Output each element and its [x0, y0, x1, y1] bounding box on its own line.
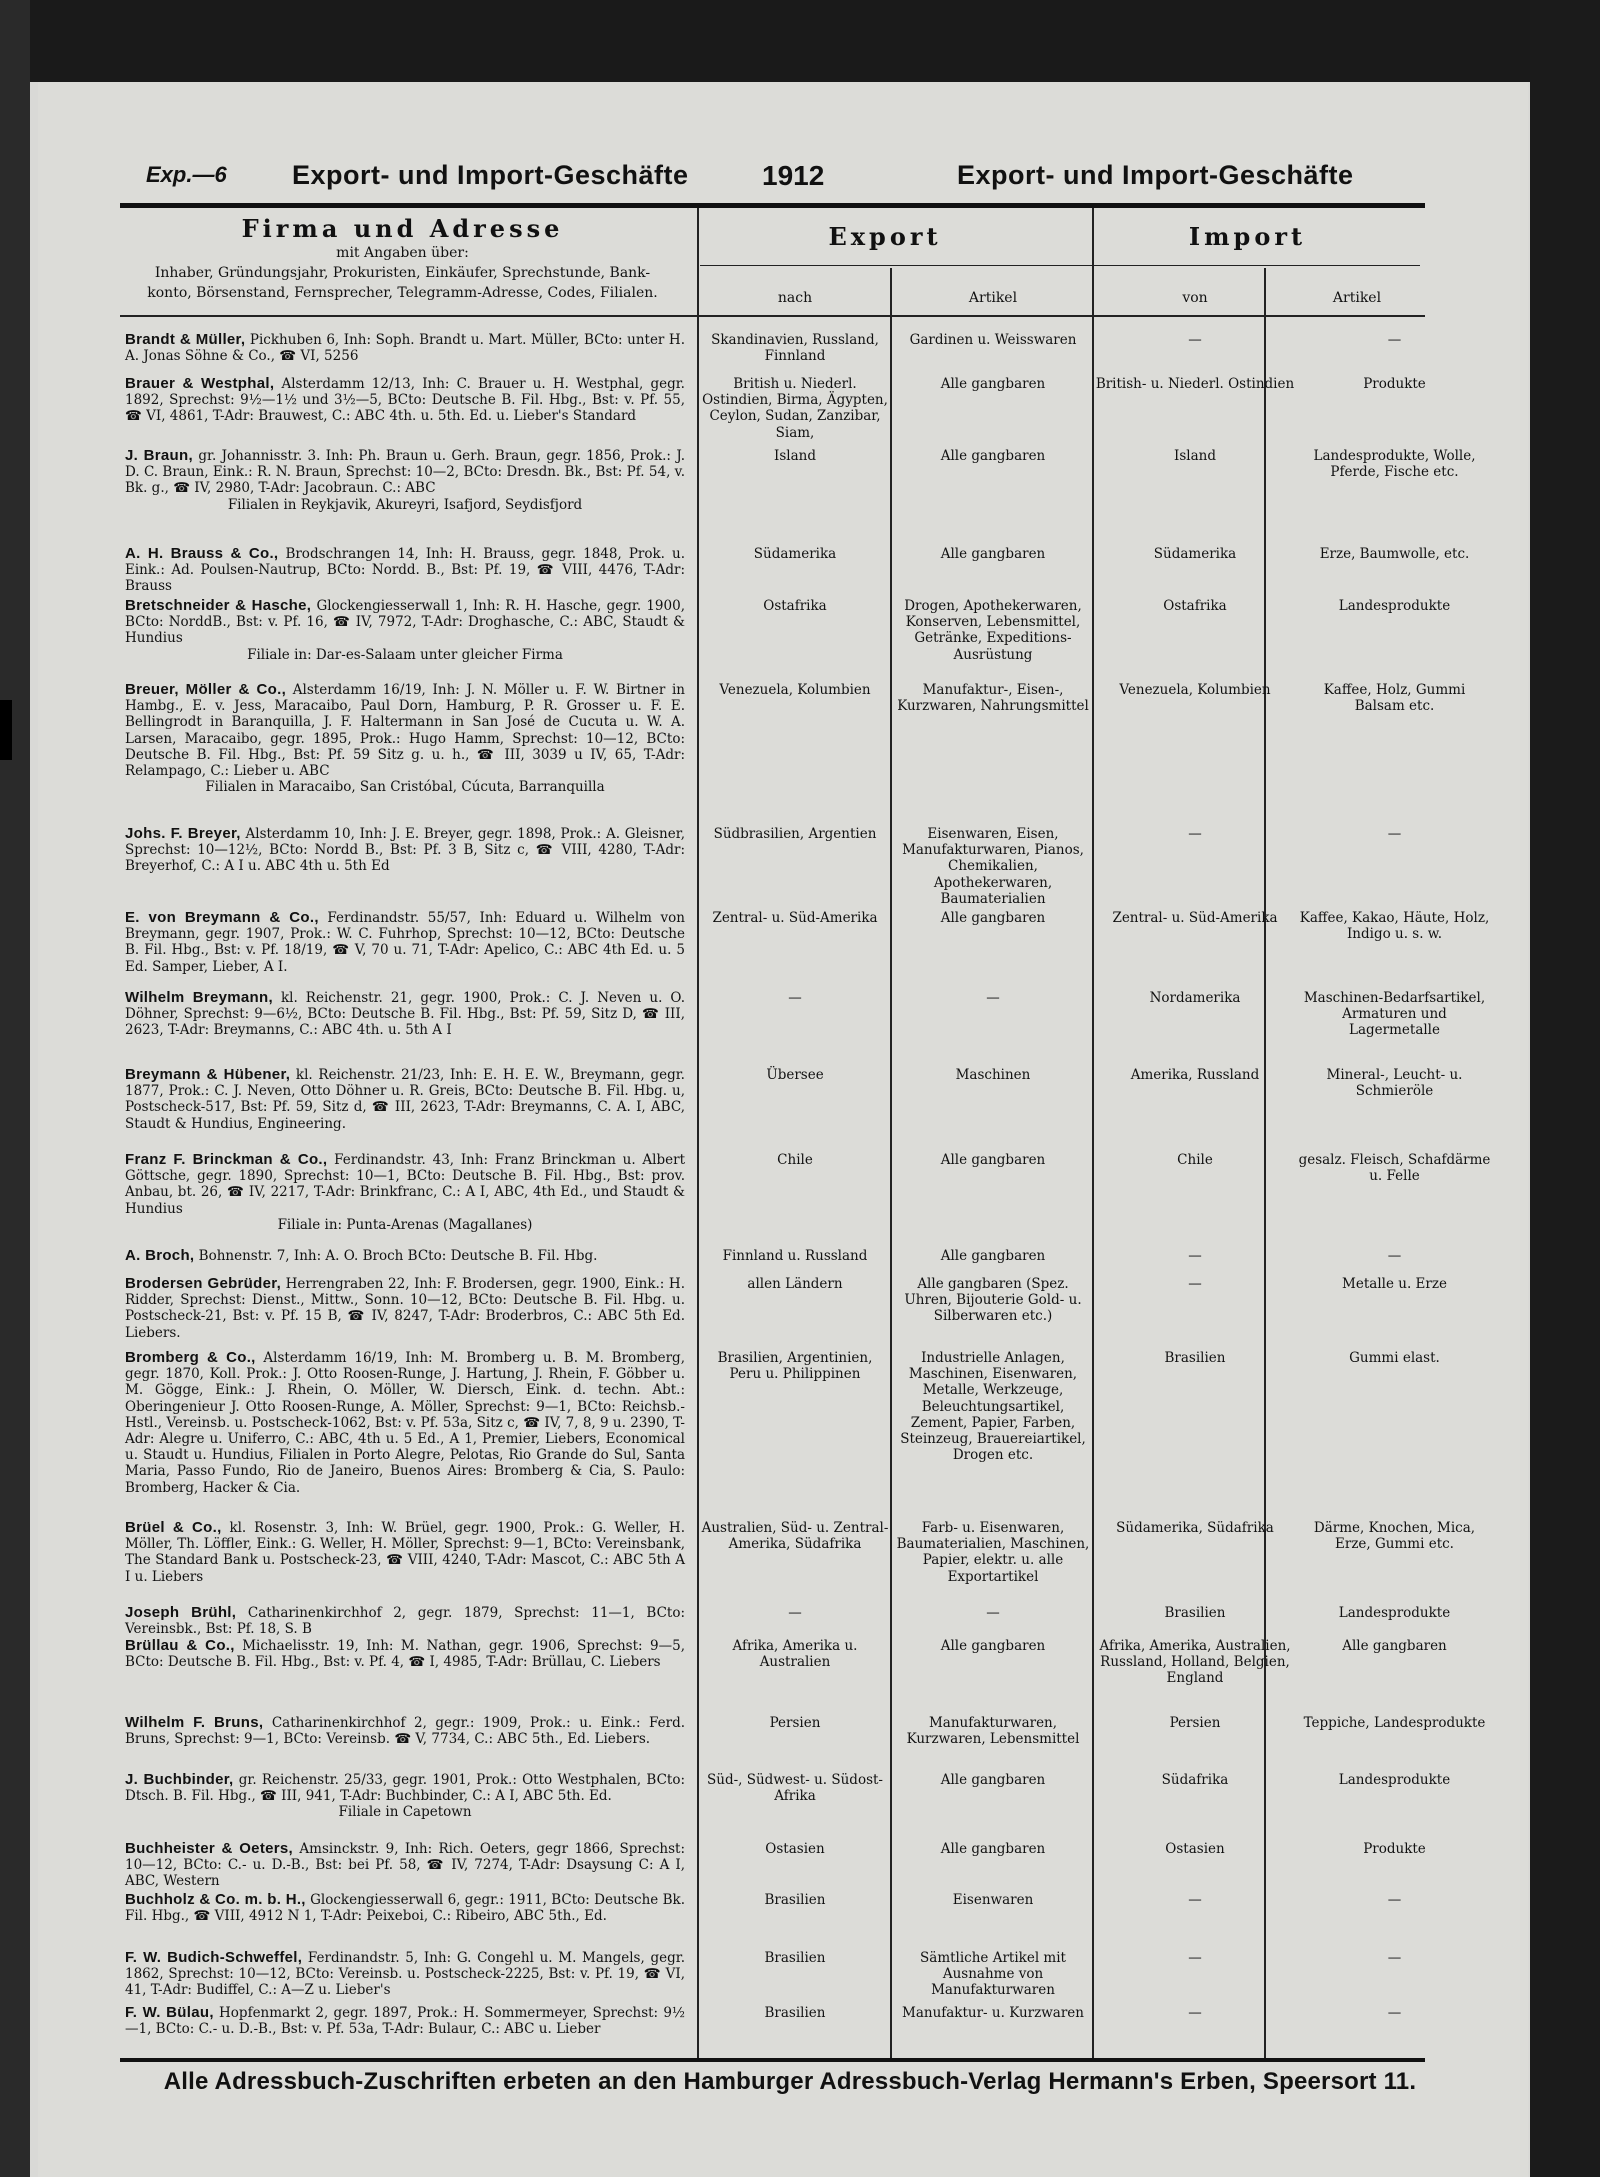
import-articles: Maschinen-Bedarfsartikel, Armaturen und Lagermetalle: [1303, 990, 1486, 1039]
firma-subtitle-3: konto, Börsenstand, Fernsprecher, Telegramm-Adresse, Codes, Filialen.: [147, 285, 658, 301]
import-articles: Därme, Knochen, Mica, Erze, Gummi etc.: [1313, 1520, 1476, 1553]
firm-details: Glockengiesserwall 6, gegr.: 1911, BCto: Deutsche Bk. Fil. Hbg., ☎ VIII, 4912 N 1, T-Adr: Peixeboi, C.: Ribeiro, ABC 5th., Ed.: [125, 1892, 685, 1925]
import-origin: —: [1188, 332, 1202, 348]
export-destination: Afrika, Amerika u. Australien: [732, 1638, 858, 1671]
export-articles: Alle gangbaren: [940, 1841, 1046, 1857]
firm-branches: Filiale in Capetown: [338, 1804, 472, 1821]
divider-nach-artikel: [890, 268, 892, 2060]
firm-details: Bohnenstr. 7, Inh: A. O. Broch BCto: Deutsche B. Fil. Hbg.: [198, 1248, 598, 1264]
export-destination: Australien, Süd- u. Zentral-Amerika, Südafrika: [701, 1520, 889, 1553]
import-artikel-header: Artikel: [1332, 290, 1382, 306]
export-articles: Alle gangbaren: [940, 1152, 1046, 1168]
firm-details: Amsinckstr. 9, Inh: Rich. Oeters, gegr 1866, Sprechst: 10—12, BCto: C.- u. D.-B., Bst: bei Pf. 58, ☎ IV, 7274, T-Adr: Dsaysung C: A I, ABC, Western: [125, 1841, 685, 1890]
firm-details: Ferdinandstr. 5, Inh: G. Congehl u. M. Mangels, gegr. 1862, Sprechst: 10—12, BCto: Vereinsb. u. Postscheck-2225, Bst: v. Pf. 19, ☎ VI, 41, T-Adr: Budiffel, C.: A—Z u. Lieber's: [125, 1950, 685, 1999]
import-origin: Südamerika, Südafrika: [1116, 1520, 1274, 1536]
firm-name: Wilhelm Breymann,: [125, 989, 273, 1006]
firm-name: Johs. F. Breyer,: [125, 825, 241, 842]
import-articles: Landesprodukte: [1338, 1772, 1451, 1788]
export-articles: Alle gangbaren: [940, 376, 1046, 392]
export-destination: Brasilien, Argentinien, Peru u. Philippinen: [717, 1350, 873, 1383]
firm-name: F. W. Bülau,: [125, 2004, 214, 2021]
export-destination: Venezuela, Kolumbien: [719, 682, 871, 698]
import-column-header: Import: [1188, 222, 1307, 251]
firm-entry: [125, 1772, 685, 1821]
import-articles: Teppiche, Landesprodukte: [1303, 1715, 1486, 1731]
import-origin: —: [1188, 1892, 1202, 1908]
firm-details: kl. Rosenstr. 3, Inh: W. Brüel, gegr. 1900, Prok.: G. Weller, H. Möller, Th. Löffler, Eink.: G. Weller, H. Möller, Sprechst: 9—1, BCto: Vereinsbank, The Standard Bank u. Postscheck-23, ☎ VIII, 4240, T-Adr: Mascot, C.: ABC 5th A I u. Liebers: [125, 1520, 685, 1585]
firm-entry: [125, 910, 685, 975]
export-articles: Maschinen: [955, 1067, 1031, 1083]
export-column-header: Export: [828, 222, 942, 251]
firm-name: Wilhelm F. Bruns,: [125, 1714, 264, 1731]
export-destination: Chile: [777, 1152, 813, 1168]
export-articles: Drogen, Apothekerwaren, Konserven, Lebensmittel, Getränke, Expeditions-Ausrüstung: [904, 598, 1082, 663]
firm-name: Brüel & Co.,: [125, 1519, 222, 1536]
firm-name: Buchheister & Oeters,: [125, 1840, 294, 1857]
header-year: 1912: [762, 160, 825, 191]
export-destination: —: [788, 1605, 802, 1621]
firm-entry: [125, 1350, 685, 1496]
firm-details: Ferdinandstr. 43, Inh: Franz Brinckman u. Albert Göttsche, gegr. 1890, Sprechst: 10—1, BCto: Deutsche B. Fil. Hbg., Bst: prov. Anbau, bt. 26, ☎ IV, 2217, T-Adr: Brinkfranc, C.: A I, ABC, 4th Ed., und Staudt & Hundius: [125, 1152, 685, 1217]
firm-name: Breuer, Möller & Co.,: [125, 681, 287, 698]
firm-entry: [125, 1605, 685, 1637]
firm-entry: [125, 1248, 685, 1264]
firm-name: A. H. Brauss & Co.,: [125, 545, 279, 562]
import-articles: —: [1387, 332, 1402, 348]
import-articles: —: [1387, 1892, 1402, 1908]
export-articles: Alle gangbaren: [940, 546, 1046, 562]
import-von-header: von: [1182, 290, 1208, 306]
import-origin: British- u. Niederl. Ostindien: [1095, 376, 1295, 392]
import-origin: —: [1188, 1950, 1202, 1966]
export-articles: Eisenwaren, Eisen, Manufakturwaren, Pianos, Chemikalien, Apothekerwaren, Baumaterialien: [902, 826, 1084, 907]
import-articles: Landesprodukte, Wolle, Pferde, Fische etc.: [1313, 448, 1476, 481]
firm-details: Pickhuben 6, Inh: Soph. Brandt u. Mart. Müller, BCto: unter H. A. Jonas Söhne & Co., ☎ VI, 5256: [125, 332, 685, 365]
firm-details: Hopfenmarkt 2, gegr. 1897, Prok.: H. Sommermeyer, Sprechst: 9½—1, BCto: C.- u. D.-B., Bst: v. Pf. 53a, T-Adr: Bulaur, C.: ABC u. Lieber: [125, 2005, 685, 2038]
firm-name: J. Buchbinder,: [125, 1771, 234, 1788]
export-articles: Alle gangbaren: [940, 448, 1046, 464]
export-destination: Südbrasilien, Argentien: [713, 826, 877, 842]
export-destination: Brasilien: [764, 1892, 826, 1908]
firm-name: Brüllau & Co.,: [125, 1637, 235, 1654]
import-origin: —: [1188, 2005, 1202, 2021]
import-articles: Kaffee, Holz, Gummi Balsam etc.: [1323, 682, 1466, 715]
export-destination: British u. Niederl. Ostindien, Birma, Ägypten, Ceylon, Sudan, Zanzibar, Siam,: [702, 376, 888, 441]
import-articles: —: [1387, 1248, 1402, 1264]
firm-name: A. Broch,: [125, 1247, 195, 1264]
firm-entry: [125, 1520, 685, 1585]
firma-subtitle-2: Inhaber, Gründungsjahr, Prokuristen, Einkäufer, Sprechstunde, Bank-: [154, 265, 651, 281]
export-destination: Island: [774, 448, 816, 464]
firma-subtitle-1: mit Angaben über:: [336, 245, 469, 261]
export-articles: Eisenwaren: [952, 1892, 1034, 1908]
firm-entry: [125, 1276, 685, 1341]
firm-details: kl. Reichenstr. 21, gegr. 1900, Prok.: C. J. Neven u. O. Döhner, Sprechst: 9—6½, BCto: Deutsche B. Fil. Hbg., Bst: Pf. 59, Sitz D, ☎ III, 2623, T-Adr: Breymanns, C.: ABC 4th. u. 5th A I: [125, 990, 685, 1039]
import-articles: gesalz. Fleisch, Schafdärme u. Felle: [1298, 1152, 1491, 1185]
scan-border-right: [1530, 0, 1600, 2177]
export-articles: Alle gangbaren: [940, 1638, 1046, 1654]
export-destination: Südamerika: [753, 546, 837, 562]
firma-column-header: [120, 214, 685, 303]
export-articles: Alle gangbaren: [940, 910, 1046, 926]
firm-name: Bretschneider & Hasche,: [125, 597, 312, 614]
export-articles: Manufaktur-, Eisen-, Kurzwaren, Nahrungsmittel: [897, 682, 1089, 715]
import-articles: Alle gangbaren: [1342, 1638, 1447, 1654]
firm-details: Glockengiesserwall 1, Inh: R. H. Hasche, gegr. 1900, BCto: NorddB., Bst: v. Pf. 16, ☎ IV, 7972, T-Adr: Droghasche, C.: ABC, Staudt & Hundius: [125, 598, 685, 647]
import-origin: Südamerika: [1153, 546, 1237, 562]
export-destination: Süd-, Südwest- u. Südost-Afrika: [707, 1772, 883, 1805]
export-destination: Finnland u. Russland: [722, 1248, 868, 1264]
spine-mark: [0, 700, 12, 760]
firm-entry: [125, 1950, 685, 1999]
page-number: Exp.—6: [146, 162, 227, 187]
import-articles: Kaffee, Kakao, Häute, Holz, Indigo u. s. w.: [1299, 910, 1490, 943]
firm-details: Herrengraben 22, Inh: F. Brodersen, gegr. 1900, Eink.: H. Ridder, Sprechst: Dienst., Mittw., Sonn. 10—12, BCto: Deutsche B. Fil. Hbg. u. Postscheck-21, Bst: v. Pf. 15 B, ☎ IV, 8247, T-Adr: Broderbros, C.: ABC 5th Ed. Liebers.: [125, 1276, 685, 1341]
export-import-subrule: [700, 265, 1420, 266]
header-rule: [120, 203, 1425, 208]
firm-entry: [125, 1638, 685, 1670]
import-articles: Produkte: [1363, 1841, 1426, 1857]
firm-details: Alsterdamm 10, Inh: J. E. Breyer, gegr. 1898, Prok.: A. Gleisner, Sprechst: 10—12½, BCto: Nordd B., Bst: Pf. 3 B, Sitz c, ☎ VIII, 4280, T-Adr: Breyerhof, C.: A I u. ABC 4th u. 5th Ed: [125, 826, 685, 875]
firm-entry: [125, 598, 685, 663]
import-origin: Brasilien: [1164, 1350, 1226, 1366]
firm-entry: [125, 2005, 685, 2037]
import-origin: Afrika, Amerika, Australien, Russland, Holland, Belgien, England: [1099, 1638, 1291, 1687]
import-origin: Ostafrika: [1163, 598, 1227, 614]
firm-details: gr. Johannisstr. 3. Inh: Ph. Braun u. Gerh. Braun, gegr. 1856, Prok.: J. D. C. Braun, Eink.: R. N. Braun, Sprechst: 10—2, BCto: Dresdn. Bk., Bst: Pf. 54, v. Bk. g., ☎ IV, 2980, T-Adr: Jacobraun. C.: ABC: [125, 448, 685, 497]
export-articles: Farb- u. Eisenwaren, Baumaterialien, Maschinen, Papier, elektr. u. alle Exportartikel: [896, 1520, 1090, 1585]
firm-details: kl. Reichenstr. 21/23, Inh: E. H. E. W., Breymann, gegr. 1877, Prok.: C. J. Neven, Otto Döhner u. R. Greis, BCto: Deutsche B. Fil. Hbg. u, Postscheck-517, Bst: Pf. 59, Sitz d, ☎ III, 2623, T-Adr: Breymanns, C. A. I, ABC, Staudt & Hundius, Engineering.: [125, 1067, 685, 1132]
firm-name: Buchholz & Co. m. b. H.,: [125, 1891, 306, 1908]
firm-entry: [125, 1152, 685, 1233]
firm-entry: [125, 682, 685, 795]
import-origin: Island: [1174, 448, 1216, 464]
firm-name: Brandt & Müller,: [125, 331, 246, 348]
import-origin: Persien: [1169, 1715, 1221, 1731]
firm-entry: [125, 546, 685, 595]
import-origin: Chile: [1177, 1152, 1213, 1168]
divider-firma-export: [697, 208, 699, 2060]
export-artikel-header: Artikel: [968, 290, 1018, 306]
firm-name: Brauer & Westphal,: [125, 375, 275, 392]
import-origin: Nordamerika: [1149, 990, 1241, 1006]
firm-entry: [125, 332, 685, 364]
import-origin: Brasilien: [1164, 1605, 1226, 1621]
firm-entry: [125, 448, 685, 513]
firm-branches: Filiale in: Dar-es-Salaam unter gleicher Firma: [247, 646, 563, 663]
export-destination: Zentral- u. Süd-Amerika: [712, 910, 878, 926]
firm-entry: [125, 1067, 685, 1132]
firm-name: E. von Breymann & Co.,: [125, 909, 319, 926]
firm-details: gr. Reichenstr. 25/33, gegr. 1901, Prok.: Otto Westphalen, BCto: Dtsch. B. Fil. Hbg., ☎ III, 941, T-Adr: Buchbinder, C.: A I, ABC 5th. Ed.: [125, 1772, 685, 1805]
export-destination: Brasilien: [764, 1950, 826, 1966]
export-articles: Manufaktur- u. Kurzwaren: [902, 2005, 1084, 2021]
export-destination: Brasilien: [764, 2005, 826, 2021]
import-articles: —: [1387, 2005, 1402, 2021]
firm-entry: [125, 1715, 685, 1747]
firm-details: Catharinenkirchhof 2, gegr.: 1909, Prok.: u. Eink.: Ferd. Bruns, Sprechst: 9—1, BCto: Vereinsb. ☎ V, 7734, C.: ABC 5th., Ed. Liebers.: [125, 1715, 686, 1748]
import-origin: Venezuela, Kolumbien: [1119, 682, 1271, 698]
firm-branches: Filiale in: Punta-Arenas (Magallanes): [277, 1216, 533, 1233]
export-destination: Persien: [769, 1715, 821, 1731]
scan-border-top: [0, 0, 1600, 82]
footer-rule: [120, 2058, 1425, 2062]
import-origin: —: [1188, 826, 1202, 842]
export-articles: —: [986, 1605, 1000, 1621]
import-articles: Landesprodukte: [1338, 1605, 1451, 1621]
import-origin: Ostasien: [1165, 1841, 1225, 1857]
import-articles: —: [1387, 826, 1402, 842]
firm-name: Brodersen Gebrüder,: [125, 1275, 282, 1292]
export-destination: —: [788, 990, 802, 1006]
export-destination: Skandinavien, Russland, Finnland: [711, 332, 879, 365]
firm-details: Alsterdamm 12/13, Inh: C. Brauer u. H. Westphal, gegr. 1892, Sprechst: 9½—1½ und 3½—5, BCto: Deutsche B. Fil. Hbg., Bst: v. Pf. 55, ☎ VI, 4861, T-Adr: Brauwest, C.: ABC 4th. u. 5th. Ed. u. Lieber's Standard: [125, 376, 685, 425]
firm-name: Franz F. Brinckman & Co.,: [125, 1151, 328, 1168]
import-origin: —: [1188, 1276, 1202, 1292]
export-nach-header: nach: [777, 290, 813, 306]
export-destination: Ostasien: [765, 1841, 825, 1857]
firm-name: Bromberg & Co.,: [125, 1349, 256, 1366]
firm-name: J. Braun,: [125, 447, 193, 464]
footer-notice: Alle Adressbuch-Zuschriften erbeten an den Hamburger Adressbuch-Verlag Hermann's Erben, Speersort 11.: [163, 2068, 1417, 2095]
export-articles: —: [986, 990, 1000, 1006]
firm-entry: [125, 1841, 685, 1890]
import-articles: Metalle u. Erze: [1342, 1276, 1447, 1292]
import-origin: —: [1188, 1248, 1202, 1264]
firm-entry: [125, 990, 685, 1039]
import-origin: Südafrika: [1161, 1772, 1229, 1788]
import-articles: Gummi elast.: [1349, 1350, 1440, 1366]
firm-details: Alsterdamm 16/19, Inh: J. N. Möller u. F. W. Birtner in Hambg., E. v. Jess, Maracaibo, Paul Dorn, Hamburg, P. R. Grosser u. F. E. Bellingrodt in Baranquilla, J. F. Haltermann in San José de Cucuta u. W. A. Larsen, Maracaibo, gegr. 1895, Prok.: Hugo Hamm, Sprechst: 10—12, BCto: Deutsche B. Fil. Hbg., Bst: Pf. 59 Sitz g. u. h., ☎ III, 3039 u IV, 65, T-Adr: Relampago, C.: Lieber u. ABC: [125, 682, 685, 780]
firm-branches: Filialen in Maracaibo, San Cristóbal, Cúcuta, Barranquilla: [205, 779, 605, 796]
firm-details: Catharinenkirchhof 2, gegr. 1879, Sprechst: 11—1, BCto: Vereinsbk., Bst: Pf. 18, S. B: [125, 1605, 686, 1638]
export-articles: Alle gangbaren: [940, 1248, 1046, 1264]
firm-details: Michaelisstr. 19, Inh: M. Nathan, gegr. 1906, Sprechst: 9—5, BCto: Deutsche B. Fil. Hbg., Bst: v. Pf. 4, ☎ I, 4985, T-Adr: Brüllau, C. Liebers: [125, 1638, 686, 1671]
export-articles: Sämtliche Artikel mit Ausnahme von Manufakturwaren: [920, 1950, 1066, 1999]
firm-name: Joseph Brühl,: [125, 1604, 237, 1621]
export-destination: Übersee: [766, 1067, 824, 1083]
export-articles: Gardinen u. Weisswaren: [909, 332, 1077, 348]
scan-border-left: [0, 0, 30, 2177]
import-articles: Erze, Baumwolle, etc.: [1319, 546, 1470, 562]
header-title-left: Export- und Import-Geschäfte: [292, 160, 689, 190]
firm-name: Breymann & Hübener,: [125, 1066, 291, 1083]
import-articles: —: [1387, 1950, 1402, 1966]
import-articles: Landesprodukte: [1338, 598, 1451, 614]
import-origin: Amerika, Russland: [1130, 1067, 1260, 1083]
export-articles: Alle gangbaren (Spez. Uhren, Bijouterie Gold- u. Silberwaren etc.): [904, 1276, 1082, 1325]
import-articles: Produkte: [1363, 376, 1426, 392]
export-articles: Alle gangbaren: [940, 1772, 1046, 1788]
export-articles: Industrielle Anlagen, Maschinen, Eisenwaren, Metalle, Werkzeuge, Beleuchtungsartikel, Zement, Papier, Farben, Steinzeug, Brauereiartikel, Drogen etc.: [900, 1350, 1086, 1464]
firm-details: Brodschrangen 14, Inh: H. Brauss, gegr. 1848, Prok. u. Eink.: Ad. Poulsen-Nautrup, BCto: Nordd. B., Bst: Pf. 19, ☎ VIII, 4476, T-Adr: Brauss: [125, 546, 685, 595]
export-articles: Manufakturwaren, Kurzwaren, Lebensmittel: [906, 1715, 1080, 1748]
firm-details: Ferdinandstr. 55/57, Inh: Eduard u. Wilhelm von Breymann, gegr. 1907, Prok.: W. C. Fuhrhop, Sprechst: 10—12, BCto: Deutsche B. Fil. Hbg., Bst: v. Pf. 18/19, ☎ V, 70 u. 71, T-Adr: Apelico, C.: ABC 4th Ed. u. 5 Ed. Samper, Lieber, A I.: [125, 910, 685, 975]
header-title-right: Export- und Import-Geschäfte: [957, 160, 1354, 190]
firma-title: Firma und Adresse: [241, 214, 564, 243]
export-destination: Ostafrika: [763, 598, 827, 614]
firm-entry: [125, 1892, 685, 1924]
firm-entry: [125, 826, 685, 875]
firm-branches: Filialen in Reykjavik, Akureyri, Isafjord, Seydisfjord: [227, 496, 583, 513]
column-header-rule: [120, 315, 1425, 317]
export-destination: allen Ländern: [747, 1276, 843, 1292]
import-origin: Zentral- u. Süd-Amerika: [1112, 910, 1278, 926]
import-articles: Mineral-, Leucht- u. Schmieröle: [1326, 1067, 1463, 1100]
firm-entry: [125, 376, 685, 425]
firm-name: F. W. Budich-Schweffel,: [125, 1949, 303, 1966]
page-header: [122, 160, 1422, 192]
firm-details: Alsterdamm 16/19, Inh: M. Bromberg u. B. M. Bromberg, gegr. 1870, Koll. Prok.: J. Otto Roosen-Runge, J. Hartung, J. Rhein, F. Göbber u. M. Gögge, Eink.: J. Rhein, O. Möller, W. Diersch, Eink. d. techn. Abt.: Oberingenieur J. Otto Roosen-Runge, A. Möller, Sprechst: 9—1, BCto: Reichsb.-Hstl., Vereinsb. u. Postscheck-1062, Bst: v. Pf. 53a, Sitz c, ☎ IV, 7, 8, 9 u. 2390, T-Adr: Alegre u. Uniferro, C.: ABC, 4th u. 5 Ed., A 1, Premier, Liebers, Economical u. Staudt u. Hundius, Filialen in Porto Alegre, Pelotas, Rio Grande do Sul, Santa Maria, Passo Fundo, Rio de Janeiro, Buenos Aires: Bromberg & Cia, S. Paulo: Bromberg, Hacker & Cia.: [125, 1350, 685, 1496]
